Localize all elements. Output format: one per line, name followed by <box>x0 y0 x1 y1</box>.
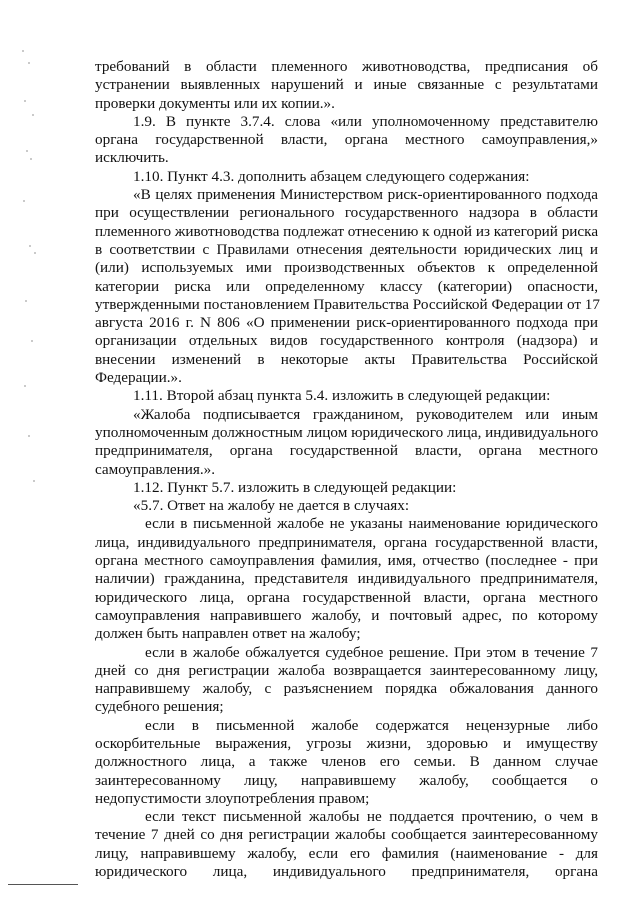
text-line: Федерации.». <box>95 369 182 387</box>
text-line: лицу, направившему жалобу, если его фамилия (наименование - для <box>95 844 598 862</box>
text-line: в соответствии с Правилами отнесения деятельности юридических лиц и <box>95 240 598 258</box>
text-line: если в письменной жалобе содержатся нецензурные либо <box>145 716 598 734</box>
text-line: лица, индивидуального предпринимателя, органа государственной власти, <box>95 533 598 551</box>
text-line: заинтересованному лицу, направившему жалобу, сообщается о <box>95 771 598 789</box>
text-line: если текст письменной жалобы не поддается прочтению, о чем в <box>145 808 598 826</box>
text-line: 1.9. В пункте 3.7.4. слова «или уполномоченному представителю <box>133 112 598 130</box>
text-line: оскорбительные выражения, угрозы жизни, здоровью и имуществу <box>95 734 598 752</box>
text-line: проверки документы или их копии.». <box>95 94 335 112</box>
text-line: утвержденными постановлением Правительства Российской Федерации от 17 <box>95 295 600 313</box>
text-line: 1.11. Второй абзац пункта 5.4. изложить в следующей редакции: <box>133 387 551 405</box>
text-line: юридического лица, индивидуального предпринимателя, органа <box>95 863 598 881</box>
text-line: организации отдельных видов государственного контроля (надзора) и <box>95 332 598 350</box>
text-line: при осуществлении регионального государственного надзора в области <box>95 204 598 222</box>
text-line: предпринимателя, органа государственной власти, органа местного <box>95 442 598 460</box>
text-line: направившему жалобу, с разъяснением порядка обжалования данного <box>95 680 598 698</box>
text-line: недопустимости злоупотребления правом; <box>95 789 370 807</box>
text-line: должностного лица, а также членов его семьи. В данном случае <box>95 753 598 771</box>
text-line: 1.10. Пункт 4.3. дополнить абзацем следующего содержания: <box>133 167 530 185</box>
text-line: «В целях применения Министерством риск-ориентированного подхода <box>133 186 598 204</box>
footer-rule <box>8 884 78 885</box>
text-line: внесении изменений в некоторые акты Правительства Российской <box>95 350 598 368</box>
scan-margin-marks <box>20 40 42 500</box>
text-line: (или) используемых ими производственных объектов к определенной <box>95 259 598 277</box>
text-line: юридического лица, органа государственной власти, органа местного <box>95 588 598 606</box>
text-line: исключить. <box>95 149 169 167</box>
text-line: должен быть направлен ответ на жалобу; <box>95 625 361 643</box>
text-line: устранении выявленных нарушений и иные связанные с результатами <box>95 76 598 94</box>
text-line: наличии) гражданина, представителя индивидуального предпринимателя, <box>95 570 598 588</box>
text-line: органа местного самоуправления фамилия, имя, отчество (последнее - при <box>95 552 598 570</box>
text-line: органа государственной власти, органа местного самоуправления,» <box>95 131 598 149</box>
text-line: племенного животноводства подлежат отнесению к одной из категорий риска <box>95 222 599 240</box>
text-line: течение 7 дней со дня регистрации жалобы сообщается заинтересованному <box>95 826 598 844</box>
text-line: категории риска или определенному классу (категории) опасности, <box>95 277 598 295</box>
text-line: августа 2016 г. N 806 «О применении риск-ориентированного подхода при <box>95 314 598 332</box>
text-line: «5.7. Ответ на жалобу не дается в случаях: <box>133 497 410 515</box>
text-line: уполномоченным должностным лицом юридического лица, индивидуального <box>95 423 599 441</box>
text-line: самоуправления направившего жалобу, и почтовый адрес, по которому <box>95 606 598 624</box>
text-line: требований в области племенного животноводства, предписания об <box>95 58 598 75</box>
text-line: если в письменной жалобе не указаны наименование юридического <box>145 515 598 533</box>
text-line: 1.12. Пункт 5.7. изложить в следующей редакции: <box>133 478 457 496</box>
document-body <box>95 58 598 881</box>
text-line: «Жалоба подписывается гражданином, руководителем или иным <box>133 405 598 423</box>
text-line: дней со дня регистрации жалоба возвращается заинтересованному лицу, <box>95 661 598 679</box>
text-line: судебного решения; <box>95 698 224 716</box>
text-line: самоуправления.». <box>95 460 216 478</box>
text-line: если в жалобе обжалуется судебное решение. При этом в течение 7 <box>145 643 598 661</box>
